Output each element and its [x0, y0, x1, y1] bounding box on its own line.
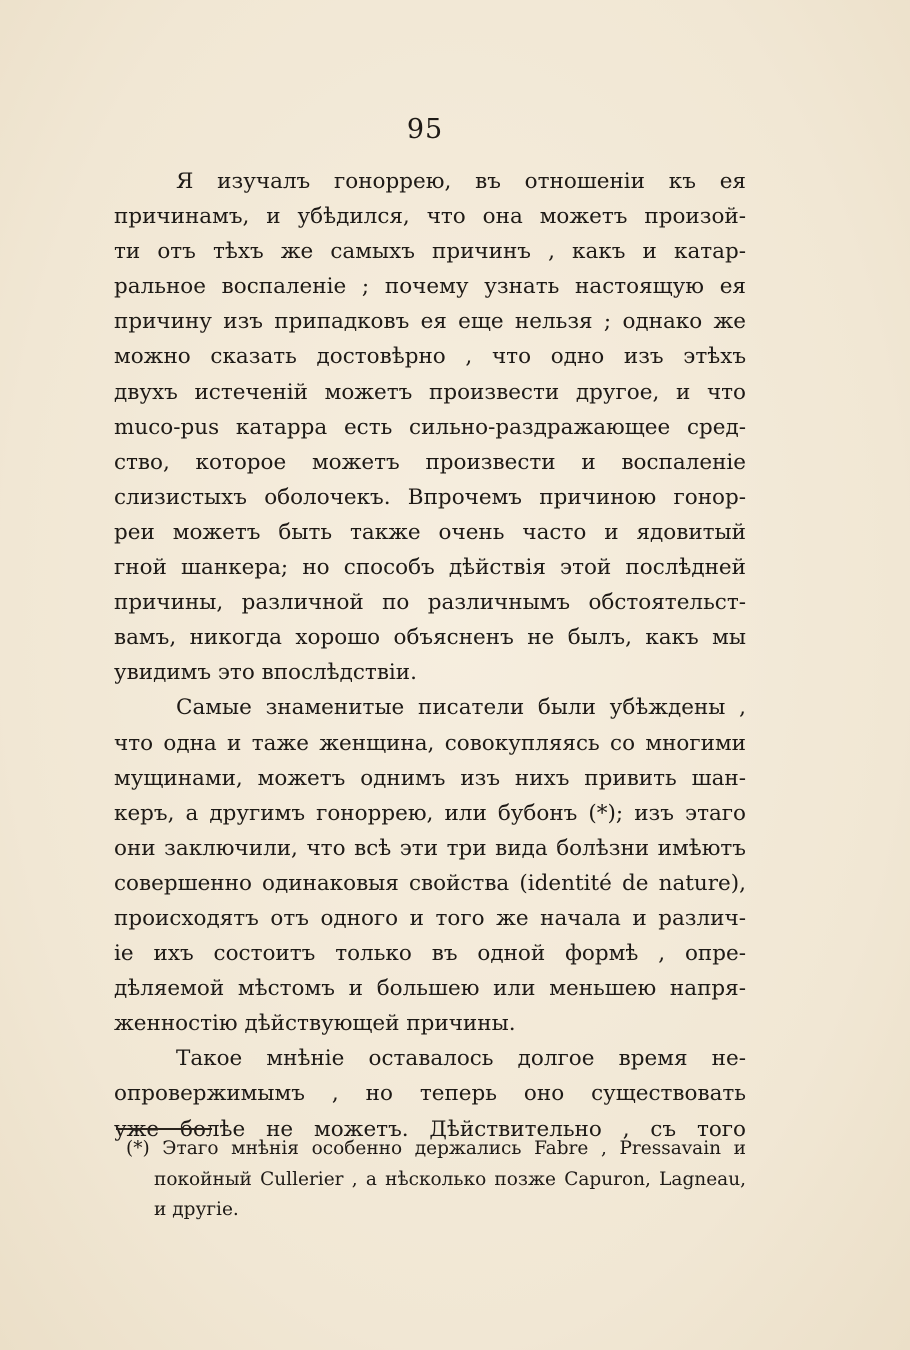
text-line: вамъ, никогда хорошо объясненъ не былъ, какъ мы: [114, 625, 746, 651]
text-line: опровержимымъ , но теперь оно существовать: [114, 1081, 746, 1107]
text-line: Самые знаменитые писатели были убѣждены ,: [176, 695, 746, 721]
footnote-line: и другіе.: [154, 1199, 239, 1220]
text-line: іе ихъ состоитъ только въ одной формѣ , опре-: [114, 941, 746, 967]
text-line: уже болѣе не можетъ. Дѣйствительно , съ того: [114, 1116, 746, 1142]
text-line: Такое мнѣніе оставалось долгое время не-: [176, 1046, 746, 1072]
paragraph-1: [114, 164, 746, 690]
footnote: [126, 1134, 746, 1226]
footnote-divider: [116, 1128, 212, 1130]
text-line: дѣляемой мѣстомъ и большею или меньшею напря-: [114, 976, 746, 1002]
text-line: керъ, а другимъ гоноррею, или бубонъ (*); изъ этаго: [114, 800, 746, 826]
body-text: [114, 164, 746, 1147]
text-line: происходятъ отъ одного и того же начала и различ-: [114, 905, 746, 931]
text-line: можно сказать достовѣрно , что одно изъ этѣхъ: [114, 344, 746, 370]
text-line: Я изучалъ гоноррею, въ отношеніи къ ея: [176, 169, 746, 194]
text-line: причинамъ, и убѣдился, что она можетъ произой-: [114, 204, 746, 230]
text-line: реи можетъ быть также очень часто и ядовитый: [114, 519, 746, 545]
text-line: ство, которое можетъ произвести и воспаленіе: [114, 449, 746, 475]
paragraph-2: [114, 690, 746, 1041]
text-line: ральное воспаленіе ; почему узнать настоящую ея: [114, 274, 746, 300]
text-line: совершенно одинаковыя свойства (identité de nature),: [114, 870, 746, 896]
page-number: 95: [406, 114, 444, 145]
text-line: женностію дѣйствующей причины.: [114, 1011, 516, 1037]
text-line: мущинами, можетъ однимъ изъ нихъ привить шан-: [114, 765, 746, 791]
text-line: причины, различной по различнымъ обстоятельст-: [114, 590, 746, 616]
text-line: слизистыхъ оболочекъ. Впрочемъ причиною гонор-: [114, 484, 746, 510]
text-line: ти отъ тѣхъ же самыхъ причинъ , какъ и катар-: [114, 239, 746, 265]
text-line: двухъ истеченій можетъ произвести другое, и что: [114, 379, 746, 405]
text-line: причину изъ припадковъ ея еще нельзя ; однако же: [114, 309, 746, 335]
text-line: что одна и таже женщина, совокупляясь со многими: [114, 730, 746, 756]
text-line: они заключили, что всѣ эти три вида болѣзни имѣютъ: [114, 835, 746, 861]
text-line: увидимъ это впослѣдствіи.: [114, 660, 417, 686]
text-line: muco-pus катарра есть сильно-раздражающее сред-: [114, 414, 746, 440]
footnote-line: покойный Cullerier , а нѣсколько позже Capuron, Lagneau,: [154, 1168, 746, 1190]
paragraph-3: [114, 1041, 746, 1146]
footnote-line: (*) Этаго мнѣнія особенно держались Fabre , Pressavain и: [126, 1138, 746, 1159]
text-line: гной шанкера; но способъ дѣйствія этой послѣдней: [114, 555, 746, 581]
